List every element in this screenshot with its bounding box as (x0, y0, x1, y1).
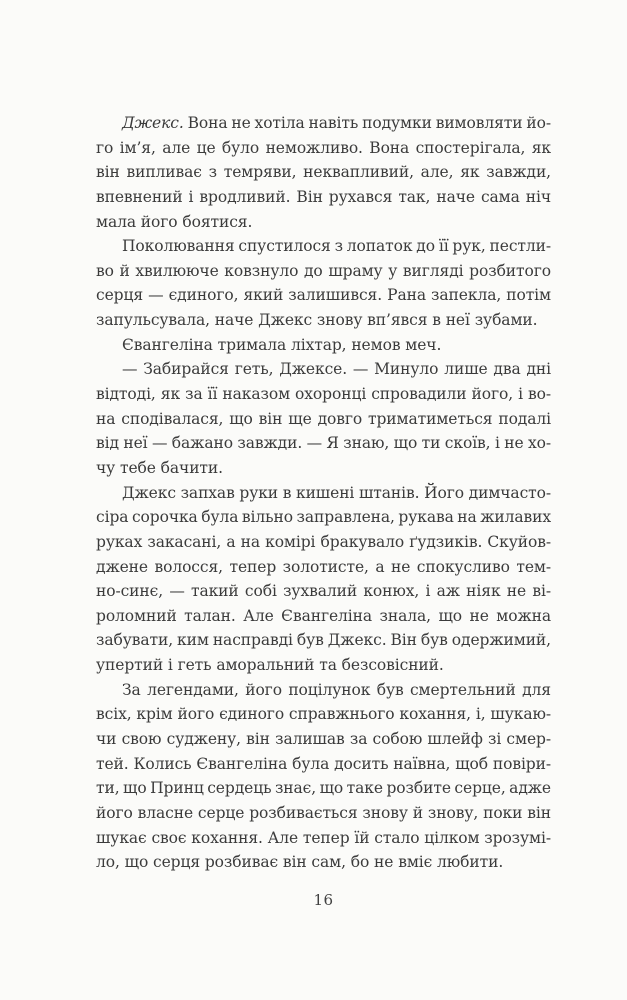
text-line: но-синє, — такий собі зухвалий конюх, і аж ніяк не ві- (96, 582, 551, 601)
text-line: Джекс. Вона не хотіла навіть подумки вимовляти йо- (122, 114, 551, 132)
text-line: чи свою суджену, він залишав за собою шлейф зі смер- (96, 730, 551, 749)
text-line: — Забирайся геть, Джексе. — Минуло лише два дні (122, 360, 551, 379)
text-line: Поколювання спустилося з лопаток до її рук, пестли- (122, 237, 551, 256)
text-line: За легендами, його поцілунок був смертельний для (122, 680, 551, 699)
text-line: Євангеліна тримала ліхтар, немов меч. (122, 335, 442, 354)
text-line: джене волосся, тепер золотисте, а не спокусливо тем- (96, 557, 551, 576)
text-line: мала його боятися. (96, 212, 253, 231)
text-line: ло, що серця розбиває він сам, бо не вміє любити. (96, 853, 504, 872)
text-line: його власне серце розбивається знову й знову, поки він (96, 803, 551, 822)
text-line: Джекс запхав руки в кишені штанів. Його димчасто- (122, 483, 551, 502)
text-line: роломний талан. Але Євангеліна знала, що не можна (96, 606, 551, 625)
text-line: шукає своє кохання. Але тепер їй стало цілком зрозумі- (96, 828, 551, 847)
text-line: всіх, крім його єдиного справжнього кохання, і, шукаю- (96, 705, 551, 724)
text-line: ти, що Принц сердець знає, що таке розбите серце, адже (96, 779, 551, 798)
text-line: чу тебе бачити. (96, 458, 223, 477)
text-line: сіра сорочка була вільно заправлена, рукава на жилавих (96, 508, 551, 527)
page-number: 16 (313, 891, 334, 909)
text-line: во й хвилююче ковзнуло до шраму у вигляді розбитого (96, 261, 551, 280)
text-line: серця — єдиного, який залишився. Рана запекла, потім (96, 286, 551, 305)
text-line: го ім’я, але це було неможливо. Вона спостерігала, як (96, 138, 551, 157)
text-line: запульсувала, наче Джекс знову вп’явся в неї зубами. (96, 311, 538, 330)
text-block (96, 111, 551, 875)
text-line: впевнений і вродливий. Він рухався так, наче сама ніч (96, 187, 551, 206)
text-line: він випливає з темряви, неквапливий, але, як завжди, (96, 163, 551, 182)
text-line: на сподівалася, що він ще довго триматиметься подалі (96, 409, 551, 428)
text-line: тей. Колись Євангеліна була досить наївна, щоб повіри- (96, 754, 551, 773)
text-line: руках закасані, а на комірі бракувало ґудзиків. Скуйов- (96, 532, 551, 551)
text-line: упертий і геть аморальний та безсовісний. (96, 656, 444, 675)
text-line: від неї — бажано завжди. — Я знаю, що ти скоїв, і не хо- (96, 434, 551, 453)
text-line: відтоді, як за її наказом охоронці спровадили його, і во- (96, 385, 551, 404)
text-line: забувати, ким насправді був Джекс. Він був одержимий, (96, 631, 551, 650)
